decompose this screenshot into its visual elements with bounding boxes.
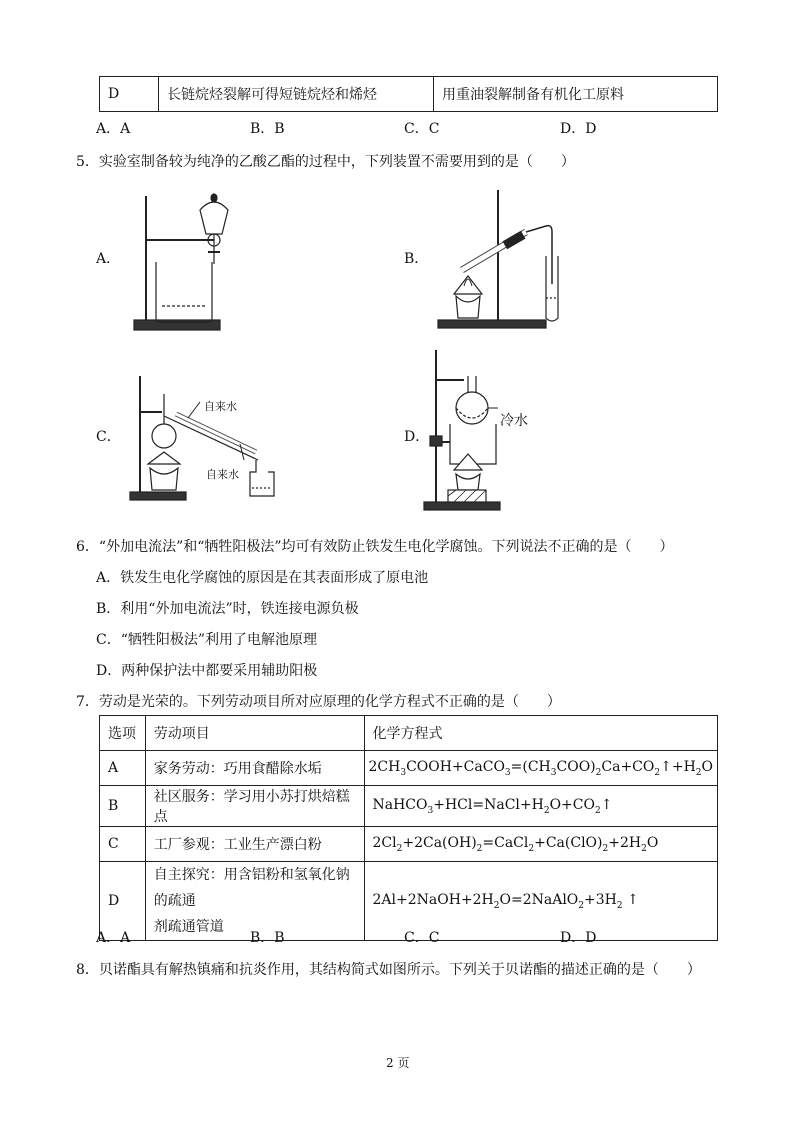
q7-table [99, 715, 718, 941]
q7-option-b[interactable]: B．B [250, 930, 285, 946]
q7-row-d-item-line1: 自主探究：用含铝粉和氢氧化钠的疏通 [153, 867, 350, 909]
q4-option-d[interactable]: D．D [560, 121, 597, 137]
q5-label-d[interactable]: D． [404, 429, 430, 445]
q4-option-a[interactable]: A．A [96, 121, 131, 137]
apparatus-a-separatory-funnel [132, 190, 244, 336]
apparatus-c-distillation [128, 372, 280, 504]
q7-row-c-label: C [100, 827, 146, 862]
q7-header-option: 选项 [100, 716, 146, 751]
q6-option-c[interactable]: C．“牺牲阳极法”利用了电解池原理 [96, 632, 318, 648]
q4-row-d-principle: 长链烷烃裂解可得短链烷烃和烯烃 [159, 77, 434, 112]
q7-row-d-item-line2: 剂疏通管道 [153, 919, 224, 935]
q7-option-c[interactable]: C．C [404, 930, 440, 946]
q7-header-equation: 化学方程式 [364, 716, 718, 751]
q7-option-a[interactable]: A．A [96, 930, 131, 946]
q7-row-d-label: D [100, 862, 146, 941]
q4-option-c[interactable]: C．C [404, 121, 440, 137]
q6-option-a[interactable]: A．铁发生电化学腐蚀的原因是在其表面形成了原电池 [96, 570, 429, 586]
q4-table [99, 76, 718, 112]
q7-row-c-equation: $2Cl_2+2Ca(OH)_2=CaCl_2+Ca(ClO)_2+2H_2O$ [364, 827, 718, 862]
q7-row-d-equation: $2Al+2NaOH+2H_2O=2NaAlO_2+3H_2$ ↑ [364, 862, 718, 941]
q6-option-d[interactable]: D．两种保护法中都要采用辅助阳极 [96, 663, 318, 679]
q7-option-d[interactable]: D．D [560, 930, 597, 946]
apparatus-b-heated-test-tube [434, 186, 574, 334]
q7-row-c-item: 工厂参观：工业生产漂白粉 [145, 827, 364, 862]
q7-options [96, 927, 716, 947]
q8-question: 8．贝诺酯具有解热镇痛和抗炎作用，其结构简式如图所示。下列关于贝诺酯的描述正确的是（ ） [76, 962, 701, 978]
q6-question: 6．“外加电流法”和“牺牲阳极法”均可有效防止铁发生电化学腐蚀。下列说法不正确的是（ ） [76, 539, 674, 555]
q7-row-a-item: 家务劳动：巧用食醋除水垢 [145, 751, 364, 786]
page-number: 2 页 [386, 1056, 410, 1070]
q6-option-b[interactable]: B．利用“外加电流法”时，铁连接电源负极 [96, 601, 359, 617]
q7-row-b-label: B [100, 786, 146, 827]
q4-row-d-application: 用重油裂解制备有机化工原料 [434, 77, 718, 112]
d-cold-water-label: 冷水 [500, 413, 528, 429]
apparatus-d-cold-water-flask [420, 346, 520, 516]
q5-label-b[interactable]: B． [404, 251, 429, 267]
q7-row-a-label: A [100, 751, 146, 786]
c-water-out-label: 自来水 [206, 468, 239, 481]
q5-label-a[interactable]: A． [96, 251, 121, 267]
q7-row-b-equation: $NaHCO_3+HCl=NaCl+H_2O+CO_2↑$ [364, 786, 718, 827]
q5-question: 5．实验室制备较为纯净的乙酸乙酯的过程中，下列装置不需要用到的是（ ） [76, 154, 575, 170]
q7-question: 7．劳动是光荣的。下列劳动项目所对应原理的化学方程式不正确的是（ ） [76, 694, 561, 710]
q7-row-b-item: 社区服务：学习用小苏打烘焙糕点 [145, 786, 364, 827]
q7-header-item: 劳动项目 [145, 716, 364, 751]
q4-row-d-label: D [100, 77, 159, 112]
q5-label-c[interactable]: C． [96, 429, 121, 445]
q4-option-b[interactable]: B．B [250, 121, 285, 137]
q7-row-a-equation: $2CH_3COOH+CaCO_3=(CH_3COO)_2Ca+CO_2↑+H_2O$ [364, 751, 718, 786]
q4-options [96, 118, 716, 138]
c-water-in-label: 自来水 [204, 400, 237, 413]
